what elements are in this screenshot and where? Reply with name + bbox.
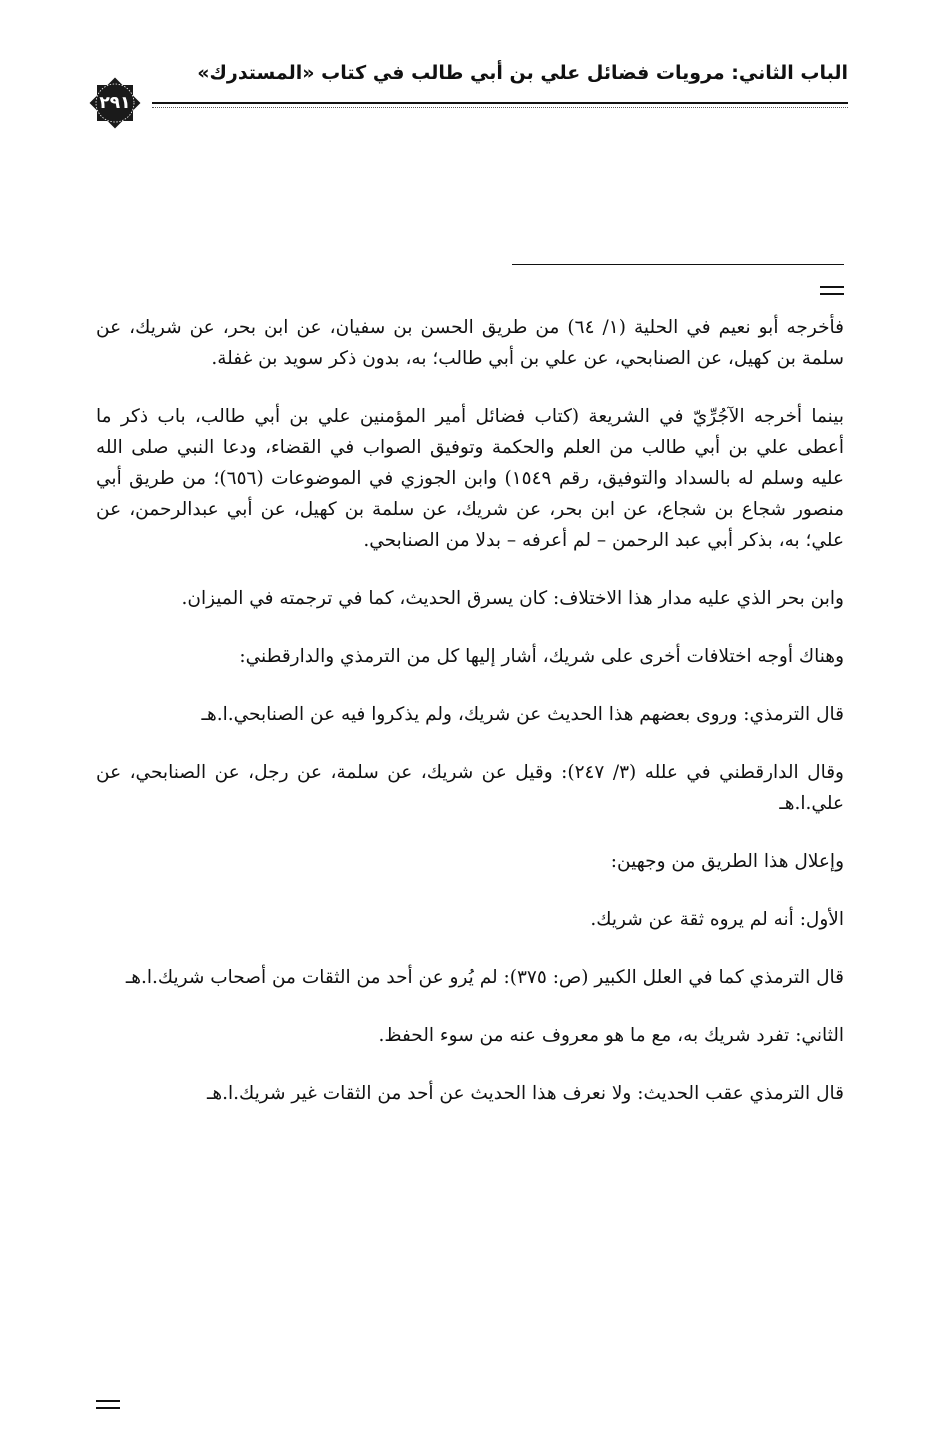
paragraph: فأخرجه أبو نعيم في الحلية (١/ ٦٤) من طريق الحسن بن سفيان، عن ابن بحر، عن شريك، عن سلمة بن كهيل، عن الصنابحي، عن علي بن أبي طالب؛ به، بدون ذكر سويد بن غفلة. — [96, 317, 844, 369]
paragraph: وابن بحر الذي عليه مدار هذا الاختلاف: كان يسرق الحديث، كما في ترجمته في الميزان. — [181, 588, 844, 609]
continuation-mark-bottom — [96, 1400, 120, 1410]
footnote-separator — [512, 264, 844, 265]
paragraph: قال الترمذي عقب الحديث: ولا نعرف هذا الحديث عن أحد من الثقات غير شريك.ا.هـ — [206, 1083, 844, 1104]
header-rule — [152, 102, 848, 104]
paragraph: وإعلال هذا الطريق من وجهين: — [610, 851, 844, 872]
paragraph: قال الترمذي كما في العلل الكبير (ص: ٣٧٥): لم يُرو عن أحد من الثقات من أصحاب شريك.ا.هـ — [125, 967, 844, 988]
paragraph: وقال الدارقطني في علله (٣/ ٢٤٧): وقيل عن شريك، عن سلمة، عن رجل، عن الصنابحي، عن علي.ا.هـ — [96, 762, 844, 814]
paragraph: قال الترمذي: وروى بعضهم هذا الحديث عن شريك، ولم يذكروا فيه عن الصنابحي.ا.هـ — [201, 704, 844, 725]
header-rule-dotted — [152, 107, 848, 108]
footnote-body — [96, 312, 844, 1136]
paragraph: وهناك أوجه اختلافات أخرى على شريك، أشار إليها كل من الترمذي والدارقطني: — [239, 646, 844, 667]
continuation-mark-top — [820, 286, 844, 296]
page-number-badge — [86, 74, 144, 132]
page-number: ٢٩١ — [99, 93, 131, 113]
paragraph: بينما أخرجه الآجُرِّيّ في الشريعة (كتاب فضائل أمير المؤمنين علي بن أبي طالب، باب ذكر ما أعطى علي بن أبي طالب من العلم والحكمة وتوفيق الصواب في القضاء، ودعا النبي صلى الله عليه وسلم له بالسداد والتوفيق، رقم ١٥٤٩) وابن الجوزي في الموضوعات (٦٥٦)؛ من طريق أبي منصور شجاع بن شجاع، عن ابن بحر، عن شريك، عن سلمة بن كهيل، عن أبي عبدالرحمن، عن علي؛ به، بذكر أبي عبد الرحمن – لم أعرفه – بدلا من الصنابحي. — [96, 406, 845, 551]
paragraph: الأول: أنه لم يروه ثقة عن شريك. — [590, 909, 844, 930]
paragraph: الثاني: تفرد شريك به، مع ما هو معروف عنه من سوء الحفظ. — [378, 1025, 844, 1046]
running-header-title: الباب الثاني: مرويات فضائل علي بن أبي طالب في كتاب «المستدرك» — [197, 62, 848, 84]
page-header — [92, 56, 848, 116]
